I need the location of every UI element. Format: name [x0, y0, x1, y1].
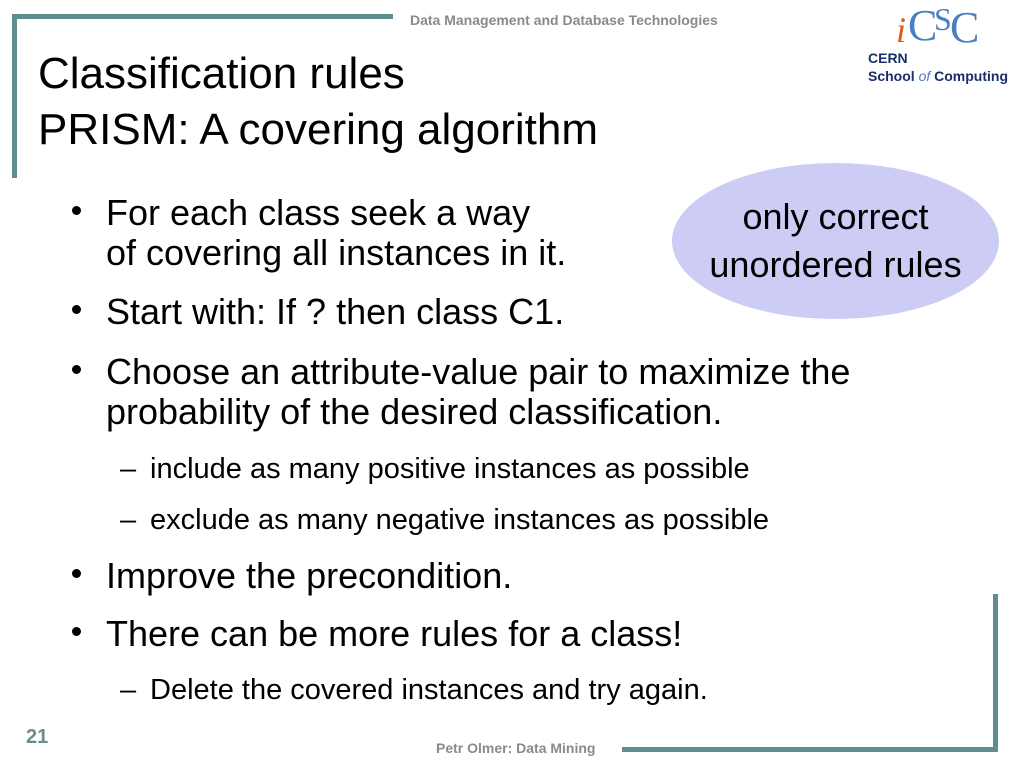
- bullet-list: [70, 193, 970, 707]
- bullet-dot-icon: [72, 206, 81, 215]
- svg-text:C: C: [950, 3, 980, 52]
- bullet-item: There can be more rules for a class!: [70, 614, 970, 654]
- slide-title-line1: Classification rules: [38, 49, 405, 98]
- bullet-dot-icon: [72, 365, 81, 374]
- frame-top-horizontal: [12, 14, 393, 19]
- bullet-item: Improve the precondition.: [70, 556, 970, 596]
- bullet-dot-icon: [72, 627, 81, 636]
- callout-line2: unordered rules: [709, 244, 962, 285]
- sub-bullet-item: – Delete the covered instances and try again.: [120, 674, 708, 706]
- bullet-dot-icon: [72, 305, 81, 314]
- frame-bottom-vertical: [993, 594, 998, 752]
- frame-top-vertical: [12, 14, 17, 178]
- sub-bullet-item: – exclude as many negative instances as possible: [120, 504, 770, 536]
- bullet-item: For each class seek a way of covering all instances in it.: [70, 193, 970, 273]
- slide-title: [38, 46, 598, 158]
- logo-cern-label: CERN: [868, 50, 908, 66]
- svg-text:i: i: [896, 10, 907, 50]
- frame-bottom-horizontal: [622, 747, 998, 752]
- icsc-logo-mark: [866, 2, 1016, 52]
- svg-text:C: C: [908, 2, 938, 50]
- svg-text:S: S: [934, 2, 952, 37]
- page-number: 21: [26, 726, 49, 748]
- bullet-item: Choose an attribute-value pair to maximize the probability of the desired classification.: [70, 352, 970, 432]
- slide-title-line2: PRISM: A covering algorithm: [38, 105, 599, 154]
- logo-school-label: School of Computing: [868, 68, 1009, 84]
- dash-icon: –: [120, 504, 137, 536]
- callout-line1: only correct: [742, 196, 929, 237]
- sub-bullet-item: – include as many positive instances as possible: [120, 453, 750, 485]
- icsc-logo: [866, 2, 1016, 86]
- bullet-dot-icon: [72, 569, 81, 578]
- bullet-item: Start with: If ? then class C1.: [70, 292, 970, 332]
- footer-author: Petr Olmer: Data Mining: [436, 740, 596, 756]
- dash-icon: –: [120, 674, 137, 706]
- course-header: Data Management and Database Technologies: [410, 12, 718, 28]
- dash-icon: –: [120, 453, 137, 485]
